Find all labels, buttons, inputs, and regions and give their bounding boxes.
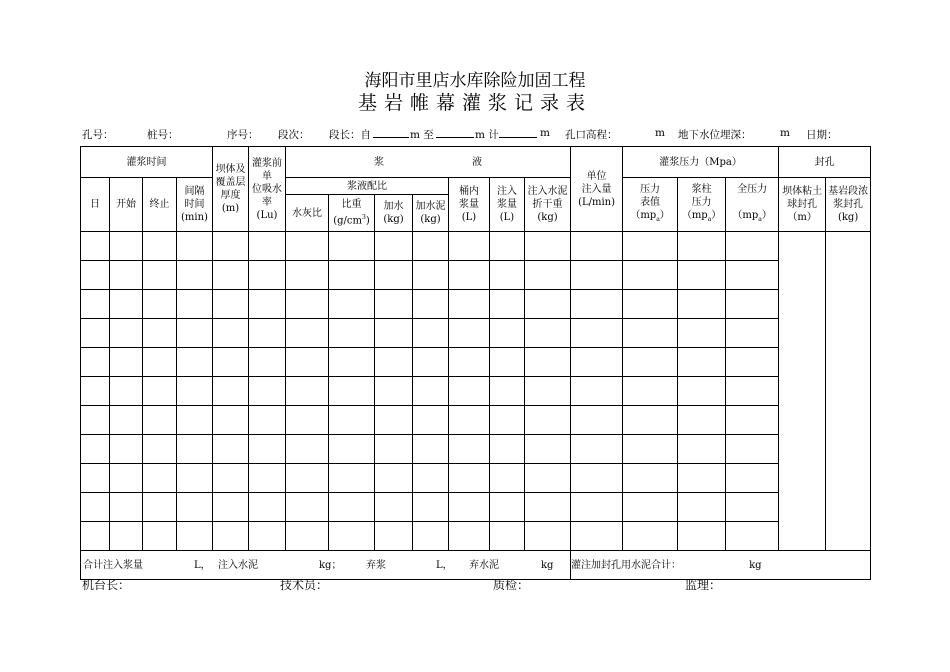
entry-cell[interactable] — [413, 290, 449, 319]
entry-cell[interactable] — [678, 348, 726, 377]
entry-cell[interactable] — [249, 232, 286, 261]
entry-cell[interactable] — [678, 464, 726, 493]
entry-cell[interactable] — [329, 348, 375, 377]
entry-cell[interactable] — [177, 464, 213, 493]
entry-cell[interactable] — [286, 348, 329, 377]
entry-cell[interactable] — [449, 377, 490, 406]
entry-cell[interactable] — [375, 290, 413, 319]
entry-cell[interactable] — [413, 261, 449, 290]
entry-cell[interactable] — [678, 319, 726, 348]
cement-dry-weight-header: 注入水泥 折干重 (kg) — [525, 178, 571, 232]
entry-cell[interactable] — [726, 522, 779, 551]
entry-cell[interactable] — [623, 319, 678, 348]
entry-cell[interactable] — [726, 290, 779, 319]
entry-cell[interactable] — [81, 464, 110, 493]
end-header: 终止 — [143, 178, 177, 232]
table-row — [81, 290, 871, 319]
table-row — [81, 464, 871, 493]
entry-cell[interactable] — [449, 348, 490, 377]
entry-cell[interactable] — [143, 348, 177, 377]
entry-cell[interactable] — [571, 522, 623, 551]
entry-cell[interactable] — [571, 435, 623, 464]
stage-no-label: 段次： — [278, 129, 310, 141]
entry-cell[interactable] — [329, 435, 375, 464]
entry-cell[interactable] — [375, 522, 413, 551]
entry-cell[interactable] — [177, 348, 213, 377]
tank-volume-header: 桶内 浆量 (L) — [449, 178, 490, 232]
entry-cell[interactable] — [286, 232, 329, 261]
entry-cell[interactable] — [177, 261, 213, 290]
entry-cell[interactable] — [678, 435, 726, 464]
entry-cell[interactable] — [726, 493, 779, 522]
entry-cell[interactable] — [213, 319, 249, 348]
entry-cell[interactable] — [490, 522, 525, 551]
entry-cell[interactable] — [449, 406, 490, 435]
entry-cell[interactable] — [143, 493, 177, 522]
stage-total-blank[interactable] — [499, 128, 537, 138]
specific-gravity-header: 比重 $(g/cm^3)$ — [329, 195, 375, 232]
entry-cell[interactable] — [143, 406, 177, 435]
clay-ball-sealing-header: 坝体粘土 球封孔 （m） — [779, 178, 826, 232]
grouting-pressure-header: 灌浆压力（Mpa） — [623, 147, 779, 178]
entry-cell[interactable] — [286, 522, 329, 551]
entry-cell[interactable] — [413, 522, 449, 551]
entry-cell[interactable] — [249, 290, 286, 319]
m-total-label: m 计 — [475, 129, 499, 141]
entry-cell[interactable] — [623, 290, 678, 319]
entry-cell[interactable] — [143, 261, 177, 290]
stage-to-blank[interactable] — [436, 128, 474, 138]
entry-cell[interactable] — [110, 319, 143, 348]
entry-cell[interactable] — [213, 406, 249, 435]
grouting-record-table — [80, 146, 871, 580]
entry-cell[interactable] — [490, 435, 525, 464]
entry-cell[interactable] — [525, 406, 571, 435]
entry-cell[interactable] — [110, 522, 143, 551]
cement-added-header: 加水泥 (kg) — [413, 195, 449, 232]
entry-cell[interactable] — [177, 232, 213, 261]
entry-cell[interactable] — [726, 435, 779, 464]
entry-cell[interactable] — [623, 406, 678, 435]
entry-cell[interactable] — [449, 493, 490, 522]
entry-cell[interactable] — [143, 377, 177, 406]
entry-cell[interactable] — [413, 493, 449, 522]
entry-cell[interactable] — [286, 435, 329, 464]
entry-cell[interactable] — [623, 464, 678, 493]
entry-cell[interactable] — [623, 377, 678, 406]
injected-cement-label: 注入水泥 — [218, 560, 258, 571]
entry-cell[interactable] — [143, 464, 177, 493]
entry-cell[interactable] — [678, 522, 726, 551]
entry-cell[interactable] — [490, 232, 525, 261]
entry-cell[interactable] — [525, 493, 571, 522]
entry-cell[interactable] — [213, 464, 249, 493]
entry-cell[interactable] — [413, 377, 449, 406]
entry-cell[interactable] — [375, 319, 413, 348]
form-title: 基岩帷幕灌浆记录表 — [357, 92, 592, 114]
qc-signature-label: 质检： — [493, 578, 530, 592]
entry-cell[interactable] — [249, 261, 286, 290]
entry-cell[interactable] — [490, 348, 525, 377]
entry-cell[interactable] — [286, 464, 329, 493]
entry-cell[interactable] — [449, 522, 490, 551]
entry-cell[interactable] — [449, 435, 490, 464]
entry-cell[interactable] — [571, 290, 623, 319]
entry-cell[interactable] — [571, 261, 623, 290]
entry-cell[interactable] — [286, 319, 329, 348]
entry-cell[interactable] — [449, 290, 490, 319]
entry-cell[interactable] — [726, 319, 779, 348]
entry-cell[interactable] — [213, 522, 249, 551]
entry-cell[interactable] — [249, 435, 286, 464]
entry-cell[interactable] — [413, 319, 449, 348]
start-header: 开始 — [110, 178, 143, 232]
entry-cell[interactable] — [110, 290, 143, 319]
entry-cell[interactable] — [329, 464, 375, 493]
stage-length-label: 段长：自 — [329, 129, 371, 141]
entry-cell[interactable] — [571, 232, 623, 261]
entry-cell[interactable] — [286, 261, 329, 290]
cover-thickness-header: 坝体及 覆盖层 厚度 (m) — [213, 147, 249, 232]
liter-unit-1: L， — [194, 560, 211, 571]
entry-cell[interactable] — [375, 493, 413, 522]
entry-cell[interactable] — [110, 435, 143, 464]
entry-cell[interactable] — [413, 348, 449, 377]
pile-no-label: 桩号： — [147, 129, 179, 141]
total-injected-label: 合计注入浆量 — [83, 560, 143, 571]
entry-cell[interactable] — [571, 319, 623, 348]
entry-cell[interactable] — [329, 493, 375, 522]
entry-cell[interactable] — [525, 290, 571, 319]
entry-cell[interactable] — [525, 377, 571, 406]
entry-cell[interactable] — [143, 319, 177, 348]
stage-from-blank[interactable] — [373, 128, 409, 138]
entry-cell[interactable] — [249, 348, 286, 377]
entry-cell[interactable] — [449, 232, 490, 261]
table-row — [81, 232, 871, 261]
table-row — [81, 377, 871, 406]
entry-cell[interactable] — [525, 319, 571, 348]
entry-cell[interactable] — [490, 406, 525, 435]
entry-cell[interactable] — [213, 261, 249, 290]
entry-cell[interactable] — [110, 493, 143, 522]
collar-elevation-label: 孔口高程： — [565, 129, 618, 141]
supervisor-signature-label: 监理： — [685, 578, 722, 592]
record-rows — [81, 232, 871, 551]
entry-cell[interactable] — [375, 464, 413, 493]
entry-cell[interactable] — [110, 232, 143, 261]
sealing-entry-cell[interactable] — [779, 232, 826, 551]
entry-cell[interactable] — [329, 319, 375, 348]
m-unit-label: m — [540, 127, 550, 139]
entry-cell[interactable] — [490, 464, 525, 493]
m-unit-label-3: m — [780, 127, 790, 139]
entry-cell[interactable] — [678, 406, 726, 435]
entry-cell[interactable] — [81, 435, 110, 464]
entry-cell[interactable] — [286, 406, 329, 435]
entry-cell[interactable] — [177, 493, 213, 522]
waste-slurry-label: 弃浆 — [366, 560, 386, 571]
entry-cell[interactable] — [329, 290, 375, 319]
entry-cell[interactable] — [571, 406, 623, 435]
waste-cement-label: 弃水泥 — [469, 560, 499, 571]
entry-cell[interactable] — [110, 464, 143, 493]
sealing-cement-total-label: 灌注加封孔用水泥合计： — [571, 560, 682, 571]
entry-cell[interactable] — [213, 435, 249, 464]
liter-unit-2: L， — [436, 560, 453, 571]
entry-cell[interactable] — [213, 232, 249, 261]
entry-cell[interactable] — [449, 319, 490, 348]
entry-cell[interactable] — [213, 348, 249, 377]
grouting-time-header: 灌浆时间 — [81, 147, 213, 178]
project-title: 海阳市里店水库除险加固工程 — [364, 71, 586, 91]
groundwater-depth-label: 地下水位埋深： — [678, 129, 752, 141]
entry-cell[interactable] — [413, 406, 449, 435]
entry-cell[interactable] — [623, 261, 678, 290]
entry-cell[interactable] — [449, 464, 490, 493]
m-unit-label-2: m — [655, 127, 665, 139]
entry-cell[interactable] — [726, 261, 779, 290]
entry-cell[interactable] — [525, 464, 571, 493]
entry-cell[interactable] — [726, 464, 779, 493]
entry-cell[interactable] — [525, 261, 571, 290]
entry-cell[interactable] — [490, 290, 525, 319]
entry-cell[interactable] — [678, 290, 726, 319]
technician-signature-label: 技术员： — [280, 578, 329, 592]
entry-cell[interactable] — [571, 464, 623, 493]
entry-cell[interactable] — [623, 348, 678, 377]
column-pressure-header: 浆柱 压力 $(mp_a)$ — [678, 178, 726, 232]
entry-cell[interactable] — [177, 377, 213, 406]
m-to-label: m 至 — [410, 129, 434, 141]
date-label: 日期： — [806, 129, 838, 141]
entry-cell[interactable] — [81, 232, 110, 261]
entry-cell[interactable] — [249, 522, 286, 551]
entry-cell[interactable] — [525, 232, 571, 261]
water-added-header: 加水 (kg) — [375, 195, 413, 232]
entry-cell[interactable] — [678, 232, 726, 261]
entry-cell[interactable] — [110, 261, 143, 290]
slurry-header: 浆 液 — [286, 147, 571, 178]
entry-cell[interactable] — [525, 435, 571, 464]
entry-cell[interactable] — [177, 435, 213, 464]
entry-cell[interactable] — [375, 377, 413, 406]
entry-cell[interactable] — [726, 406, 779, 435]
entry-cell[interactable] — [81, 493, 110, 522]
entry-cell[interactable] — [726, 348, 779, 377]
entry-cell[interactable] — [623, 232, 678, 261]
entry-cell[interactable] — [726, 232, 779, 261]
entry-cell[interactable] — [413, 435, 449, 464]
entry-cell[interactable] — [286, 377, 329, 406]
entry-cell[interactable] — [213, 290, 249, 319]
entry-cell[interactable] — [81, 319, 110, 348]
captain-signature-label: 机台长： — [82, 578, 131, 592]
entry-cell[interactable] — [110, 406, 143, 435]
entry-cell[interactable] — [329, 377, 375, 406]
unit-injection-rate-header: 单位 注入量 (L/min) — [571, 147, 623, 232]
table-row — [81, 406, 871, 435]
entry-cell[interactable] — [623, 493, 678, 522]
interval-header: 间隔 时间 (min) — [177, 178, 213, 232]
entry-cell[interactable] — [110, 377, 143, 406]
entry-cell[interactable] — [177, 319, 213, 348]
entry-cell[interactable] — [249, 406, 286, 435]
entry-cell[interactable] — [375, 261, 413, 290]
entry-cell[interactable] — [249, 464, 286, 493]
entry-cell[interactable] — [143, 232, 177, 261]
entry-cell[interactable] — [678, 261, 726, 290]
entry-cell[interactable] — [623, 435, 678, 464]
entry-cell[interactable] — [726, 377, 779, 406]
sealing-header: 封孔 — [779, 147, 871, 178]
entry-cell[interactable] — [329, 261, 375, 290]
entry-cell[interactable] — [213, 377, 249, 406]
entry-cell[interactable] — [571, 493, 623, 522]
gauge-pressure-header: 压力 表值 $(mp_a)$ — [623, 178, 678, 232]
entry-cell[interactable] — [329, 522, 375, 551]
entry-cell[interactable] — [213, 493, 249, 522]
total-pressure-header: 全压力 $(mp_a)$ — [726, 178, 779, 232]
entry-cell[interactable] — [329, 406, 375, 435]
entry-cell[interactable] — [286, 290, 329, 319]
entry-cell[interactable] — [81, 261, 110, 290]
entry-cell[interactable] — [177, 522, 213, 551]
table-row — [81, 261, 871, 290]
entry-cell[interactable] — [249, 377, 286, 406]
entry-cell[interactable] — [449, 261, 490, 290]
table-row — [81, 348, 871, 377]
entry-cell[interactable] — [413, 464, 449, 493]
pre-grout-permeability-header: 灌浆前单 位吸水 率 (Lu) — [249, 147, 286, 232]
table-row — [81, 435, 871, 464]
kg-unit-2: kg — [541, 560, 554, 571]
entry-cell[interactable] — [490, 377, 525, 406]
table-row — [81, 493, 871, 522]
water-cement-ratio-header: 水灰比 — [286, 195, 329, 232]
entry-cell[interactable] — [490, 319, 525, 348]
entry-cell[interactable] — [177, 290, 213, 319]
entry-cell[interactable] — [375, 232, 413, 261]
entry-cell[interactable] — [678, 493, 726, 522]
entry-cell[interactable] — [177, 406, 213, 435]
entry-cell[interactable] — [81, 290, 110, 319]
mix-ratio-header: 浆液配比 — [286, 178, 449, 195]
entry-cell[interactable] — [678, 377, 726, 406]
kg-unit-3: kg — [749, 560, 762, 571]
seq-no-label: 序号： — [227, 129, 259, 141]
entry-cell[interactable] — [81, 522, 110, 551]
entry-cell[interactable] — [143, 290, 177, 319]
entry-cell[interactable] — [81, 348, 110, 377]
entry-cell[interactable] — [286, 493, 329, 522]
rock-section-sealing-header: 基岩段浓 浆封孔 (kg) — [826, 178, 871, 232]
entry-cell[interactable] — [329, 232, 375, 261]
entry-cell[interactable] — [490, 261, 525, 290]
entry-cell[interactable] — [143, 435, 177, 464]
kg-unit-1: kg； — [319, 560, 342, 571]
entry-cell[interactable] — [375, 435, 413, 464]
table-row — [81, 319, 871, 348]
entry-cell[interactable] — [249, 319, 286, 348]
entry-cell[interactable] — [81, 377, 110, 406]
entry-cell[interactable] — [525, 522, 571, 551]
entry-cell[interactable] — [249, 493, 286, 522]
entry-cell[interactable] — [571, 348, 623, 377]
entry-cell[interactable] — [375, 348, 413, 377]
entry-cell[interactable] — [143, 522, 177, 551]
table-row — [81, 522, 871, 551]
entry-cell[interactable] — [525, 348, 571, 377]
day-header: 日 — [81, 178, 110, 232]
sealing-entry-cell[interactable] — [826, 232, 871, 551]
entry-cell[interactable] — [490, 493, 525, 522]
entry-cell[interactable] — [413, 232, 449, 261]
entry-cell[interactable] — [571, 377, 623, 406]
entry-cell[interactable] — [110, 348, 143, 377]
entry-cell[interactable] — [81, 406, 110, 435]
injected-volume-header: 注入 浆量 (L) — [490, 178, 525, 232]
entry-cell[interactable] — [375, 406, 413, 435]
entry-cell[interactable] — [623, 522, 678, 551]
hole-no-label: 孔号： — [82, 129, 114, 141]
